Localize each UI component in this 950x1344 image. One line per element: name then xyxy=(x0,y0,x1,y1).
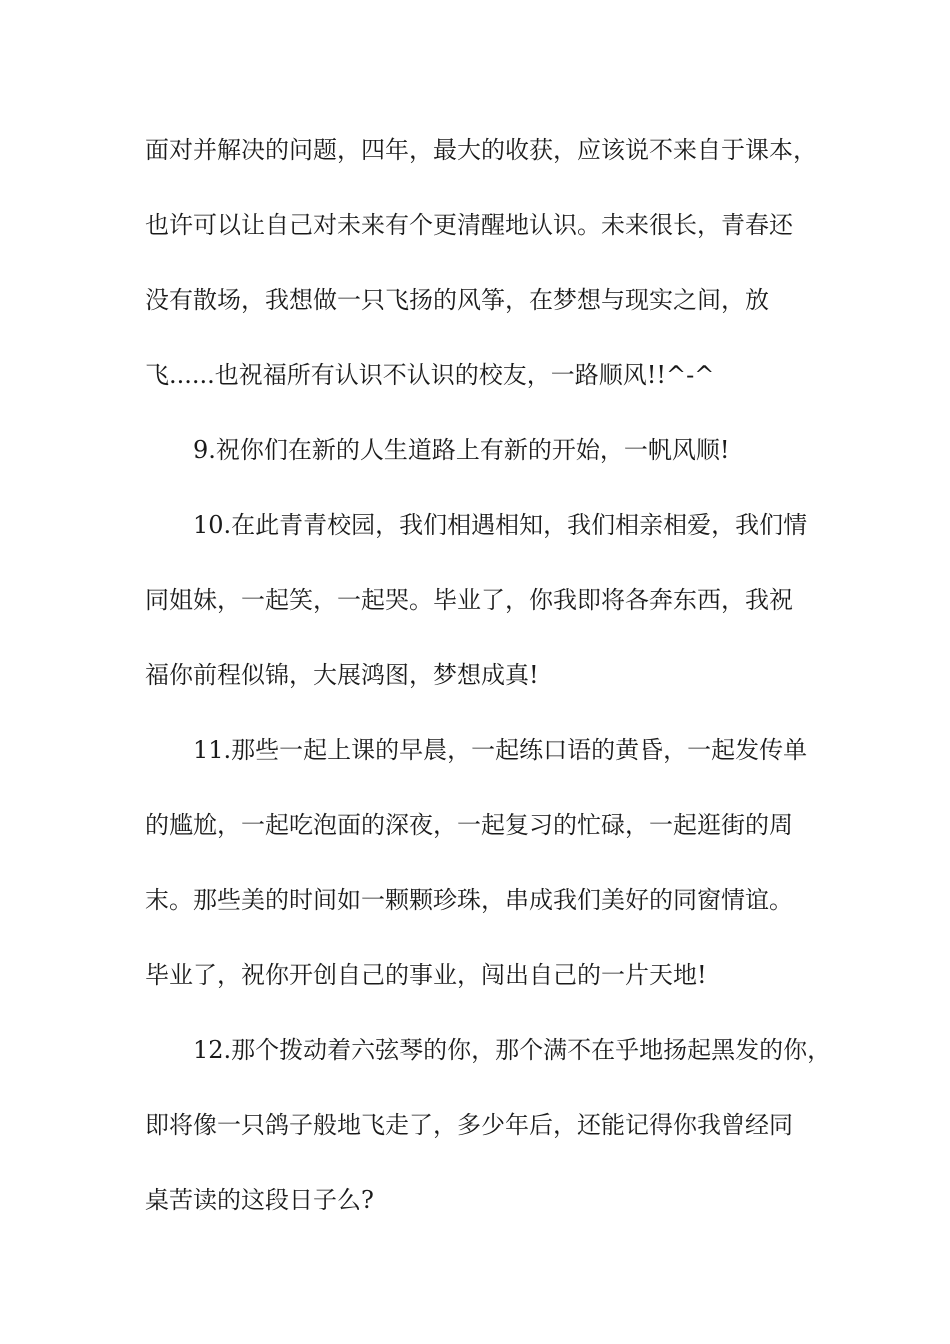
text-line: 面对并解决的问题，四年，最大的收获，应该说不来自于课本， xyxy=(145,136,817,164)
text-line: 没有散场，我想做一只飞扬的风筝，在梦想与现实之间，放 xyxy=(145,286,769,314)
text-line: 即将像一只鸽子般地飞走了，多少年后，还能记得你我曾经同 xyxy=(145,1111,793,1139)
paragraph-9-line: 9.祝你们在新的人生道路上有新的开始，一帆风顺! xyxy=(193,436,730,464)
text-line: 福你前程似锦，大展鸿图，梦想成真! xyxy=(145,661,539,689)
text-line: 末。那些美的时间如一颗颗珍珠，串成我们美好的同窗情谊。 xyxy=(145,886,793,914)
paragraph-10-line: 10.在此青青校园，我们相遇相知，我们相亲相爱，我们情 xyxy=(193,511,808,539)
text-line: 同姐妹，一起笑，一起哭。毕业了，你我即将各奔东西，我祝 xyxy=(145,586,793,614)
paragraph-11-line: 11.那些一起上课的早晨，一起练口语的黄昏，一起发传单 xyxy=(193,736,808,764)
text-line: 的尴尬，一起吃泡面的深夜，一起复习的忙碌，一起逛街的周 xyxy=(145,811,793,839)
paragraph-12-line: 12.那个拨动着六弦琴的你，那个满不在乎地扬起黑发的你， xyxy=(193,1036,832,1064)
text-line: 也许可以让自己对未来有个更清醒地认识。未来很长，青春还 xyxy=(145,211,793,239)
text-line: 毕业了，祝你开创自己的事业，闯出自己的一片天地! xyxy=(145,961,707,989)
text-line: 飞......也祝福所有认识不认识的校友，一路顺风!!^-^ xyxy=(145,361,715,389)
text-line: 桌苦读的这段日子么? xyxy=(145,1186,374,1214)
